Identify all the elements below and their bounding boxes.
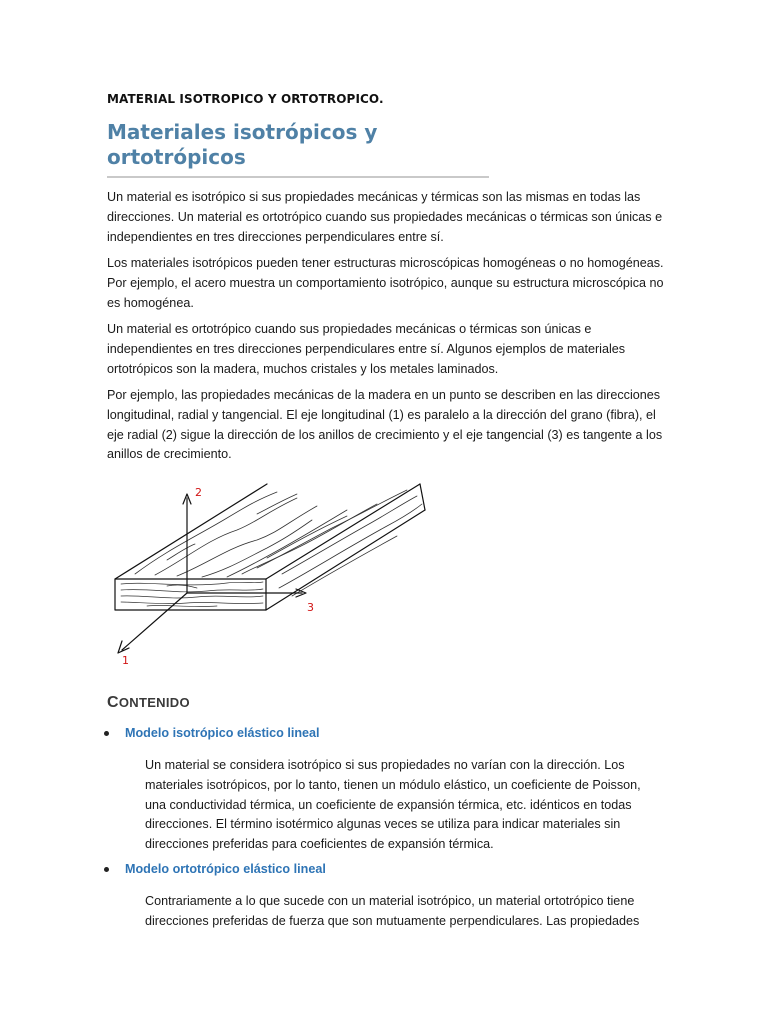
- wood-bottom-right-edge: [266, 510, 425, 610]
- axis-label-2: 2: [195, 486, 202, 499]
- link-orthotropic-model[interactable]: Modelo ortotrópico elástico lineal: [125, 862, 326, 876]
- page-title: [107, 120, 497, 170]
- list-item-isotropic-model: [104, 726, 664, 744]
- axis-1-line: [122, 593, 187, 650]
- paragraph-isotropic-structure: Los materiales isotrópicos pueden tener estructuras microscópicas homogéneas o no homogéneas. Por ejemplo, el acero muestra un comportamiento isotrópico, aunque su estructura microscópica no es homogénea.: [107, 256, 664, 310]
- axis-1-arrowhead: [118, 641, 129, 653]
- page-title-line-1: Materiales isotrópicos y: [107, 120, 378, 144]
- contents-heading: [107, 694, 190, 712]
- link-isotropic-model[interactable]: Modelo isotrópico elástico lineal: [125, 726, 320, 740]
- paragraph-orthotropic-examples: Un material es ortotrópico cuando sus propiedades mecánicas o térmicas son únicas e independientes en tres direcciones perpendiculares entre sí. Algunos ejemplos de materiales ortotrópicos son la madera, muchos cristales y los metales laminados.: [107, 322, 626, 376]
- wood-far-end-edge: [420, 484, 425, 510]
- isotropic-model-text: Un material se considera isotrópico si sus propiedades no varían con la dirección. Los materiales isotrópicos, por lo tanto, tienen un módulo elástico, un coeficiente de Poisson, una conductividad térmica, un coeficiente de expansión térmica, etc. idénticos en todas direcciones. El término isotérmico algunas veces se utiliza para indicar materiales sin direcciones preferidas para coeficientes de expansión térmica.: [145, 758, 641, 852]
- axis-label-1: 1: [122, 654, 129, 667]
- wood-growth-rings: [121, 582, 263, 607]
- list-item-orthotropic-model: [104, 862, 664, 880]
- title-divider: [107, 176, 489, 178]
- wood-grain-lines: [135, 490, 422, 596]
- contents-heading-initial: C: [107, 694, 119, 711]
- paragraph-wood-axes: Por ejemplo, las propiedades mecánicas de la madera en un punto se describen en las direcciones longitudinal, radial y tangencial. El eje longitudinal (1) es paralelo a la dirección del grano (fibra), el eje radial (2) sigue la dirección de los anillos de crecimiento y el eje tangencial (3) es tangente a los anillos de crecimiento.: [107, 388, 663, 462]
- bullet-icon: [104, 731, 109, 736]
- wood-top-right-edge: [266, 484, 420, 579]
- wood-top-left-edge: [115, 484, 267, 579]
- wood-block-illustration: [107, 478, 437, 672]
- paragraph-definition: Un material es isotrópico si sus propiedades mecánicas y térmicas son las mismas en todas las direcciones. Un material es ortotrópico cuando sus propiedades mecánicas o térmicas son únicas e independientes en tres direcciones perpendiculares entre sí.: [107, 190, 663, 244]
- page-title-line-2: ortotrópicos: [107, 145, 246, 169]
- wood-axes-figure: [107, 478, 437, 672]
- document-heading: MATERIAL ISOTROPICO Y ORTOTROPICO.: [107, 92, 384, 106]
- contents-heading-rest: ONTENIDO: [118, 695, 190, 710]
- bullet-icon: [104, 867, 109, 872]
- axis-label-3: 3: [307, 601, 314, 614]
- orthotropic-model-text: Contrariamente a lo que sucede con un material isotrópico, un material ortotrópico tiene direcciones preferidas de fuerza que son mutuamente perpendiculares. Las propiedades: [145, 894, 640, 928]
